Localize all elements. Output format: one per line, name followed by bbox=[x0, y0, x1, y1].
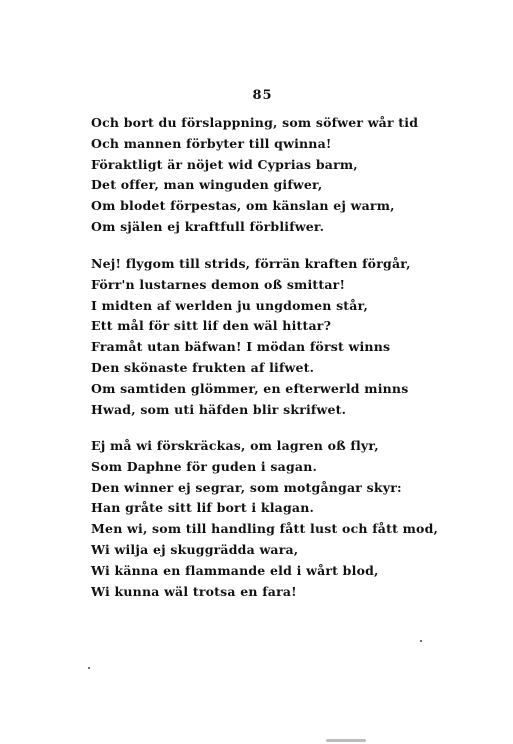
verse-line: Wi känna en flammande eld i wårt blod, bbox=[91, 562, 379, 578]
verse-line: Men wi, som till handling fått lust och fått mod, bbox=[91, 521, 439, 537]
verse-line: Om blodet förpestas, om känslan ej warm, bbox=[91, 198, 395, 214]
verse-line: Wi kunna wäl trotsa en fara! bbox=[91, 583, 297, 599]
stanza-1 bbox=[91, 113, 421, 238]
stanza-3 bbox=[91, 436, 439, 602]
verse-line: Det offer, man winguden gifwer, bbox=[91, 177, 323, 193]
page-number: 85 bbox=[252, 88, 273, 103]
print-speck bbox=[88, 667, 90, 669]
verse-line: Om själen ej kraftfull förblifwer. bbox=[91, 218, 325, 234]
verse-line: Han gråte sitt lif bort i klagan. bbox=[91, 500, 315, 516]
print-speck bbox=[420, 640, 422, 642]
verse-line: Hwad, som uti häfden blir skrifwet. bbox=[91, 401, 347, 417]
verse-line: Förr'n lustarnes demon oß smittar! bbox=[91, 276, 346, 292]
verse-line: Wi wilja ej skuggrädda wara, bbox=[91, 541, 299, 557]
verse-line: Som Daphne för guden i sagan. bbox=[91, 458, 318, 474]
verse-line: Föraktligt är nöjet wid Cyprias barm, bbox=[91, 156, 358, 172]
verse-line: Om samtiden glömmer, en efterwerld minns bbox=[91, 380, 409, 396]
verse-line: Ej må wi förskräckas, om lagren oß flyr, bbox=[91, 438, 379, 453]
verse-line: Framåt utan bäfwan! I mödan först winns bbox=[91, 339, 391, 355]
verse-line: Den skönaste frukten af lifwet. bbox=[91, 359, 315, 375]
verse-line: Och mannen förbyter till qwinna! bbox=[91, 135, 332, 151]
bottom-edge-mark bbox=[326, 739, 366, 742]
verse-line: Och bort du förslappning, som söfwer wår tid bbox=[91, 115, 419, 130]
verse-line: I midten af werlden ju ungdomen står, bbox=[91, 297, 369, 313]
stanza-2 bbox=[91, 254, 421, 420]
verse-line: Ett mål för sitt lif den wäl hittar? bbox=[91, 318, 332, 334]
verse-line: Den winner ej segrar, som motgångar skyr: bbox=[91, 479, 402, 495]
verse-line: Nej! flygom till strids, förrän kraften förgår, bbox=[91, 256, 411, 271]
